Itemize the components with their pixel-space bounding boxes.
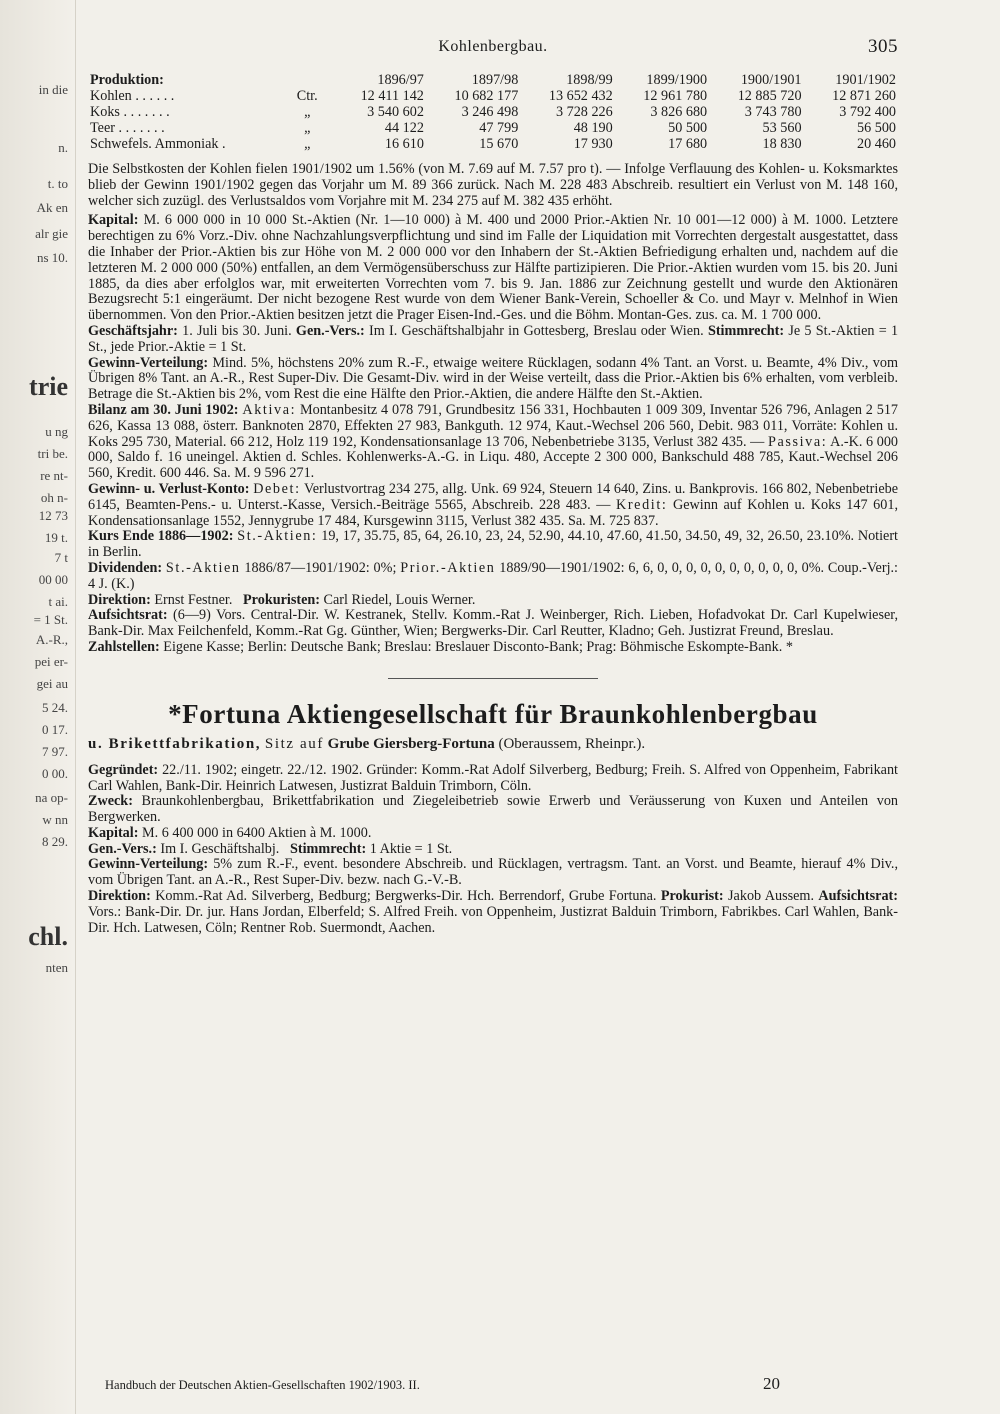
stimmrecht-label: Stimmrecht: (707, 322, 785, 339)
margin-fragment: 00 00 (38, 572, 68, 587)
gegruendet-text: 22./11. 1902; eingetr. 22./12. 1902. Gründer: Komm.-Rat Adolf Silverberg, Bedburg; Freih. S. Alfred von Oppenheim, Fabrikant Carl Wahlen, Bank-Dir. Heinrich Latwesen, Justizrat Balduin Trimborn, Cöln. (88, 761, 898, 794)
entry2-aufsichtsrat-text: Vors.: Bank-Dir. Dr. jur. Hans Jordan, Elberfeld; S. Alfred Freih. von Oppenheim, Justizrat Balduin Trimborn, Fabrikbes. Carl Wahlen, Bank-Dir. Hch. Latwesen, Cöln; Rentner Rob. Suermondt, Aachen. (88, 903, 898, 936)
kapital-text: M. 6 000 000 in 10 000 St.-Aktien (Nr. 1—10 000) à M. 400 und 2000 Prior.-Aktien Nr. 10 001—12 000) à M. 1000. Letztere berechtigen zu 6% Vorz.-Div. ohne Nachzahlungsverpflichtung und sind im Falle der Liquidation mit Vorrechten dergestalt ausgestattet, dass die Inhaber der Prior.-Aktien bis zur Höhe von M. 2 000 000 vor den Inhabern der St.-Aktien Befriedigung erhalten und, nachdem auf die letzteren M. 2 000 000 (50%) entfallen, an dem Vermögensüberschuss zur Hälfte partizipieren. Die Prior.-Aktien wurden vom 15. bis 20. Juni 1885, da dies aber erfolglos war, mit erweiterten Vorrechten vom 7. bis 9. Jan. 1886 zur Zeichnung gestellt und wurde den Aktionären Bezugsrecht 5:1 eingeräumt. Der nicht bezogene Rest wurde von dem Wiener Bank-Verein, Schoeller & Co. und Mayr v. Melnhof in Wien übernommen. Von den Prior.-Aktien besitzen jetzt die Prager Eisen-Ind.-Ges. und die Böhm. Montan-Ges. zus. ca. M. 1 700 000. (88, 212, 899, 324)
production-value: 56 500 (856, 120, 896, 136)
kredit-text: Gewinn auf Kohlen u. Koks 147 601, Kondensationsanlage 1552, Jennygrube 17 484, Kursgewinn 3115, Verlust 382 435. Sa. M. 725 837. (88, 496, 899, 529)
production-row-label: Schwefels. Ammoniak . (90, 136, 226, 152)
margin-fragment: re nt- (40, 468, 68, 483)
year-col-3: 1898/99 (566, 72, 613, 88)
entry1-aufsichtsrat (88, 608, 898, 640)
margin-fragment: n. (58, 140, 68, 155)
production-value: 20 460 (856, 136, 896, 152)
div-pr-label: Prior.-Aktien (400, 559, 496, 576)
entry2-prokurist-label: Prokurist: (660, 888, 724, 905)
page-footer (105, 1374, 840, 1393)
direktion-label: Direktion: (88, 591, 151, 608)
production-value: 47 799 (479, 120, 519, 136)
entry1-zahlstellen (88, 640, 898, 656)
zweck-label: Zweck: (88, 793, 133, 810)
production-value: 3 540 602 (367, 104, 424, 120)
margin-fragment: 0 17. (42, 722, 68, 737)
aktiva-label: Aktiva: (242, 401, 297, 418)
margin-fragment: nten (45, 960, 68, 975)
margin-fragment: u ng (45, 424, 68, 439)
entry2-gewinnverteilung (88, 857, 898, 889)
margin-fragment: 8 29. (42, 834, 68, 849)
kurs-sub-label: St.-Aktien: (237, 528, 318, 545)
production-value: 17 930 (573, 136, 613, 152)
guv-label: Gewinn- u. Verlust-Konto: (88, 480, 250, 497)
production-row-unit: „ (304, 104, 311, 120)
aktiva-text: Montanbesitz 4 078 791, Grundbesitz 156 331, Hochbauten 1 009 309, Inventar 526 796, Anlagen 2 517 626, Kassa 13 088, österr. Banknoten 2870, Effekten 27 983, Bankguth. 12 974, Kaut.-Wechsel 206 560, Debit. 983 011, Vorräte: Kohlen u. Koks 295 730, Material. 66 212, Holz 119 192, Kondensationsanlage 13 706, Nebenbetriebe 3135, Verlust 382 435. — (88, 401, 899, 450)
genvers-label: Gen.-Vers.: (295, 322, 365, 339)
entry2-stimmrecht-label: Stimmrecht: (290, 840, 367, 857)
margin-fragment: t. to (47, 176, 68, 191)
production-row-label: Teer . . . . . . . (90, 120, 165, 136)
year-col-5: 1900/1901 (740, 72, 802, 88)
entry2-gewinn-text: 5% zum R.-F., event. besondere Abschreib. und Rücklagen, vertragsm. Tant. an Vorst. und Beamte, hierauf 4% Div., vom Übrigen Tant. an A.-R., Rest Super-Div. bezw. nach G.-V.-B. (88, 856, 899, 889)
margin-fragment: na op- (35, 790, 68, 805)
margin-fragment: chl. (28, 922, 68, 951)
margin-fragment: Ak en (36, 200, 68, 215)
entry1-intro: Die Selbstkosten der Kohlen fielen 1901/1902 um 1.56% (von M. 7.69 auf M. 7.57 pro t). — Infolge Verflauung des Kohlen- u. Koksmarktes blieb der Gewinn 1901/1902 gegen das Vorjahr um M. 89 366 zurück. Nach M. 228 483 Abschreib. resultiert ein Verlust von M. 148 160, welcher sich zuzügl. des Verlustsaldos vom Vorjahre mit M. 234 275 auf M. 382 435 erhöht. (88, 161, 898, 209)
entry2-kapital-text: M. 6 400 000 in 6400 Aktien à M. 1000. (142, 824, 372, 841)
production-row (88, 104, 898, 120)
kurs-label: Kurs Ende 1886—1902: (88, 528, 234, 545)
signature-mark: 20 (763, 1374, 780, 1393)
production-heading: Produktion: (90, 72, 164, 88)
production-value: 10 682 177 (454, 88, 519, 104)
production-value: 3 246 498 (461, 104, 519, 120)
production-value: 50 500 (668, 120, 708, 136)
running-head-title: Kohlenbergbau. (438, 38, 548, 55)
production-row-unit: „ (304, 120, 311, 136)
production-value: 3 826 680 (650, 104, 708, 120)
div-pr-text: 1889/90—1901/1902: 6, 6, 0, 0, 0, 0, 0, 0, 0, 0, 0, 0, 0%. Coup.-Verj.: 4 J. (K.) (88, 559, 899, 592)
margin-fragment: ns 10. (36, 250, 68, 265)
entry1-kurs (88, 529, 898, 561)
footer-text: Handbuch der Deutschen Aktien-Gesellschaften 1902/1903. II. (105, 1378, 420, 1392)
entry2-direktion-label: Direktion: (88, 888, 151, 905)
production-row-label: Koks . . . . . . . (90, 104, 170, 120)
geschaeftsjahr-label: Geschäftsjahr: (88, 322, 178, 339)
production-value: 48 190 (573, 120, 613, 136)
margin-fragment: t ai. (48, 594, 68, 609)
entry1-kapital (88, 213, 898, 324)
entry1-gewinnverteilung (88, 356, 898, 403)
gewinnverteilung-label: Gewinn-Verteilung: (88, 354, 209, 371)
passiva-label: Passiva: (767, 433, 828, 450)
margin-fragment: A.-R., (35, 632, 68, 647)
entry2-gegruendet (88, 763, 898, 795)
production-value: 12 411 142 (360, 88, 424, 104)
production-row (88, 88, 898, 104)
production-value: 12 885 720 (737, 88, 802, 104)
running-head (88, 34, 898, 64)
production-value: 44 122 (384, 120, 424, 136)
prokuristen-label: Prokuristen: (243, 591, 320, 608)
production-value: 16 610 (384, 136, 424, 152)
year-col-6: 1901/1902 (835, 72, 896, 88)
production-value: 53 560 (762, 120, 802, 136)
production-row (88, 136, 898, 152)
margin-fragment: oh n- (40, 490, 68, 505)
margin-fragment: alr gie (35, 226, 68, 241)
geschaeftsjahr-text: 1. Juli bis 30. Juni. (182, 322, 292, 339)
bilanz-label: Bilanz am 30. Juni 1902: (88, 401, 239, 418)
aufsichtsrat-label: Aufsichtsrat: (88, 607, 168, 624)
entry1-statutes (88, 324, 898, 356)
margin-fragment: 19 t. (44, 530, 68, 545)
subtitle-tail: (Oberaussem, Rheinpr.). (498, 735, 646, 752)
production-value: 12 871 260 (832, 88, 896, 104)
entry1-direktion (88, 593, 898, 609)
kredit-label: Kredit: (616, 496, 668, 513)
margin-fragment: in die (38, 82, 68, 97)
entry2-kapital (88, 826, 898, 842)
margin-fragment: tri be. (37, 446, 68, 461)
left-margin-gutter (0, 0, 76, 1414)
production-value: 15 670 (479, 136, 519, 152)
production-value: 12 961 780 (643, 88, 708, 104)
entry2-gewinn-label: Gewinn-Verteilung: (88, 856, 209, 873)
entry2-prokurist-text: Jakob Aussem. (728, 888, 814, 905)
entry2-direktion-text: Komm.-Rat Ad. Silverberg, Bedburg; Bergwerks-Dir. Hch. Berrendorf, Grube Fortuna. (155, 888, 657, 905)
kurs-text: 19, 17, 35.75, 85, 64, 26.10, 23, 24, 52.90, 44.10, 47.60, 41.50, 34.50, 49, 32, 26.50, 23.10%. Notiert in Berlin. (88, 528, 899, 561)
year-col-1: 1896/97 (377, 72, 424, 88)
margin-fragment: = 1 St. (33, 612, 68, 627)
margin-fragment: trie (29, 372, 68, 401)
margin-fragment: w nn (42, 812, 68, 827)
aufsichtsrat-text: (6—9) Vors. Central-Dir. W. Kestranek, Stellv. Komm.-Rat J. Weinberger, Rich. Lieben, Hofadvokat Dr. Carl Kupelwieser, Bank-Dir. Max Feilchenfeld, Komm.-Rat Gg. Günther, Wien; Bergwerks-Dir. Carl Reutter, Kladno; Geh. Justizrat Freund, Breslau. (88, 607, 899, 640)
entry2-direktion (88, 889, 898, 936)
prokuristen-text: Carl Riedel, Louis Werner. (323, 591, 476, 608)
stimmrecht-text: Je 5 St.-Aktien = 1 St., jede Prior.-Aktie = 1 St. (88, 322, 899, 355)
entry2-subtitle (88, 736, 898, 753)
direktion-text: Ernst Festner. (154, 591, 233, 608)
entry2-genvers (88, 842, 898, 858)
entry2-aufsichtsrat-label: Aufsichtsrat: (818, 888, 898, 905)
unit-header (282, 72, 332, 88)
entry1-guv (88, 482, 898, 529)
entry2-title: *Fortuna Aktiengesellschaft für Braunkohlenbergbau (168, 698, 818, 729)
gewinnverteilung-text: Mind. 5%, höchstens 20% zum R.-F., etwaige weitere Rücklagen, sodann 4% Tant. an Vorst. u. Beamte, 4% Div., vom Übrigen 8% Tant. an A.-R., Rest Super-Div. Die Gesamt-Div. wird in der Weise verteilt, dass die Prior.-Aktien bis 6% erhalten, vom verbleib. Betrage die St.-Aktien bis 2%, vom Rest die eine Hälfte den Prior.-Aktien, die andere Hälfte den St.-Aktien. (88, 354, 898, 403)
entry2-kapital-label: Kapital: (88, 824, 139, 841)
production-value: 13 652 432 (548, 88, 613, 104)
production-value: 3 743 780 (744, 104, 802, 120)
production-row-unit: „ (304, 136, 311, 152)
production-row-unit: Ctr. (296, 88, 318, 104)
margin-fragment: 5 24. (42, 700, 68, 715)
margin-fragment: pei er- (34, 654, 68, 669)
margin-fragment: gei au (36, 676, 68, 691)
entry2-genvers-label: Gen.-Vers.: (88, 840, 157, 857)
dividenden-label: Dividenden: (88, 559, 163, 576)
margin-fragment: 7 t (54, 550, 68, 565)
production-value: 3 728 226 (555, 104, 613, 120)
subtitle-grube: Grube Giersberg-Fortuna (327, 735, 495, 752)
zahlstellen-label: Zahlstellen: (88, 638, 160, 655)
page-number: 305 (868, 36, 898, 57)
margin-fragment: 0 00. (42, 766, 68, 781)
zahlstellen-text: Eigene Kasse; Berlin: Deutsche Bank; Breslau: Breslauer Disconto-Bank; Prag: Böhmische Eskompte-Bank. * (163, 638, 793, 655)
entry2-genvers-text: Im I. Geschäftshalbj. (160, 840, 280, 857)
subtitle-lead: u. Brikettfabrikation, (88, 735, 262, 752)
year-col-2: 1897/98 (471, 72, 519, 88)
production-value: 18 830 (762, 136, 802, 152)
subtitle-sitz: Sitz auf (264, 735, 324, 752)
margin-fragment: 12 73 (38, 508, 68, 523)
zweck-text: Braunkohlenbergbau, Brikettfabrikation und Ziegeleibetrieb sowie Erwerb und Veräusserung von Kuxen und Anteilen von Bergwerken. (88, 793, 899, 826)
year-col-4: 1899/1900 (646, 72, 708, 88)
production-row (88, 120, 898, 136)
entry2-zweck (88, 794, 898, 826)
debet-text: Verlustvortrag 234 275, allg. Unk. 69 924, Steuern 14 640, Zins. u. Bankprovis. 166 802, Nebenbetriebe 6145, Beamten-Pens.- u. Unterst.-Kasse, Versich.-Beiträge 5565, Abschreib. 228 483. — (88, 480, 899, 513)
margin-fragment: 7 97. (42, 744, 68, 759)
production-header-row (88, 72, 898, 88)
entry1-dividenden (88, 561, 898, 593)
genvers-text: Im I. Geschäftshalbjahr in Gottesberg, Breslau oder Wien. (369, 322, 704, 339)
gegruendet-label: Gegründet: (88, 761, 159, 778)
debet-label: Debet: (253, 480, 301, 497)
div-st-text: 1886/87—1901/1902: 0%; (244, 559, 397, 576)
div-st-label: St.-Aktien (165, 559, 241, 576)
production-table (88, 72, 898, 152)
production-value: 17 680 (668, 136, 708, 152)
production-value: 3 792 400 (839, 104, 896, 120)
entry2-stimmrecht-text: 1 Aktie = 1 St. (369, 840, 453, 857)
entry1-bilanz (88, 403, 898, 482)
passiva-text: A.-K. 6 000 000, Saldo f. 16 uneingel. Aktien d. Schles. Kohlenwerks-A.-G. in Liqu. 480, Accepte 2 300 000, Bankschuld 488 785, Kaut.-Wechsel 206 560, Kredit. 600 446. Sa. M. 9 596 271. (88, 433, 899, 482)
production-row-label: Kohlen . . . . . . (90, 88, 175, 104)
section-divider (388, 678, 598, 679)
document-page (88, 34, 898, 936)
kapital-label: Kapital: (88, 212, 139, 229)
